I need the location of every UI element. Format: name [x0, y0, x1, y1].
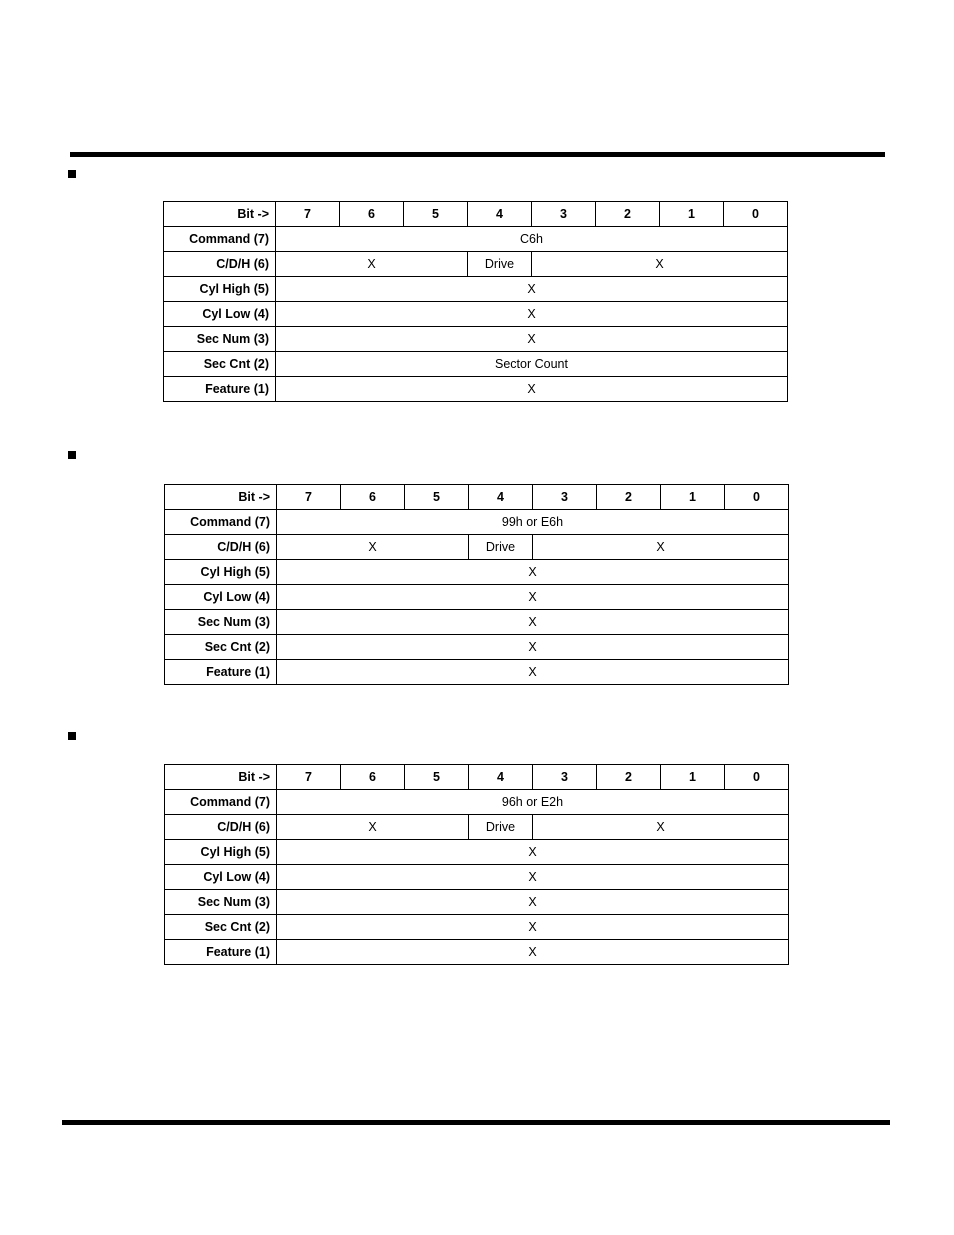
table-row: [164, 327, 788, 352]
cdh-upper-value: X: [277, 535, 469, 560]
cyl-high-value: X: [276, 277, 788, 302]
row-label: Command (7): [165, 790, 277, 815]
bit-0-header: 0: [725, 485, 789, 510]
row-label: C/D/H (6): [165, 535, 277, 560]
row-label: Sec Num (3): [165, 610, 277, 635]
table-row: [164, 227, 788, 252]
table-row: [165, 915, 789, 940]
bit-7-header: 7: [277, 485, 341, 510]
row-label: Cyl Low (4): [164, 302, 276, 327]
table-row: [164, 252, 788, 277]
row-label: Cyl Low (4): [165, 585, 277, 610]
row-label: C/D/H (6): [165, 815, 277, 840]
section-bullet-2: [68, 451, 76, 459]
row-label: Sec Cnt (2): [165, 915, 277, 940]
bit-4-header: 4: [469, 485, 533, 510]
bit-2-header: 2: [596, 202, 660, 227]
table-row: [165, 560, 789, 585]
bit-1-header: 1: [661, 485, 725, 510]
sec-cnt-value: Sector Count: [276, 352, 788, 377]
section-bullet-1: [68, 170, 76, 178]
bit-7-header: 7: [276, 202, 340, 227]
row-label: Sec Cnt (2): [165, 635, 277, 660]
row-label: Cyl High (5): [164, 277, 276, 302]
bit-7-header: 7: [277, 765, 341, 790]
cyl-high-value: X: [277, 560, 789, 585]
bit-6-header: 6: [341, 765, 405, 790]
feature-value: X: [277, 660, 789, 685]
cdh-drive-value: Drive: [468, 252, 532, 277]
cdh-lower-value: X: [533, 535, 789, 560]
table-row: [165, 485, 789, 510]
command-value: 96h or E2h: [277, 790, 789, 815]
bit-2-header: 2: [597, 485, 661, 510]
register-table-1: [163, 201, 788, 402]
cyl-high-value: X: [277, 840, 789, 865]
row-label: C/D/H (6): [164, 252, 276, 277]
top-rule: [70, 152, 885, 157]
table-row: [165, 765, 789, 790]
feature-value: X: [277, 940, 789, 965]
table-row: [164, 352, 788, 377]
table-row: [164, 202, 788, 227]
sec-num-value: X: [277, 610, 789, 635]
table-row: [165, 510, 789, 535]
bit-0-header: 0: [725, 765, 789, 790]
bit-header-label: Bit ->: [165, 485, 277, 510]
bit-5-header: 5: [405, 765, 469, 790]
row-label: Sec Num (3): [164, 327, 276, 352]
table-row: [165, 660, 789, 685]
table-row: [164, 377, 788, 402]
bit-1-header: 1: [661, 765, 725, 790]
bottom-rule: [62, 1120, 890, 1125]
row-label: Cyl Low (4): [165, 865, 277, 890]
bit-3-header: 3: [532, 202, 596, 227]
cyl-low-value: X: [276, 302, 788, 327]
bit-0-header: 0: [724, 202, 788, 227]
bit-6-header: 6: [340, 202, 404, 227]
row-label: Cyl High (5): [165, 560, 277, 585]
table-row: [165, 840, 789, 865]
bit-4-header: 4: [468, 202, 532, 227]
feature-value: X: [276, 377, 788, 402]
row-label: Feature (1): [165, 660, 277, 685]
table-row: [165, 790, 789, 815]
row-label: Cyl High (5): [165, 840, 277, 865]
register-table-2: [164, 484, 789, 685]
bit-5-header: 5: [405, 485, 469, 510]
row-label: Command (7): [165, 510, 277, 535]
table-row: [165, 890, 789, 915]
sec-num-value: X: [277, 890, 789, 915]
register-table-3: [164, 764, 789, 965]
table-row: [165, 585, 789, 610]
bit-6-header: 6: [341, 485, 405, 510]
table-row: [165, 815, 789, 840]
command-value: 99h or E6h: [277, 510, 789, 535]
bit-1-header: 1: [660, 202, 724, 227]
sec-cnt-value: X: [277, 915, 789, 940]
cdh-drive-value: Drive: [469, 535, 533, 560]
cdh-lower-value: X: [532, 252, 788, 277]
cdh-upper-value: X: [276, 252, 468, 277]
sec-cnt-value: X: [277, 635, 789, 660]
row-label: Sec Cnt (2): [164, 352, 276, 377]
cdh-lower-value: X: [533, 815, 789, 840]
command-value: C6h: [276, 227, 788, 252]
row-label: Feature (1): [165, 940, 277, 965]
sec-num-value: X: [276, 327, 788, 352]
cdh-drive-value: Drive: [469, 815, 533, 840]
bit-3-header: 3: [533, 765, 597, 790]
table-row: [164, 302, 788, 327]
cdh-upper-value: X: [277, 815, 469, 840]
bit-2-header: 2: [597, 765, 661, 790]
row-label: Sec Num (3): [165, 890, 277, 915]
table-row: [165, 610, 789, 635]
row-label: Command (7): [164, 227, 276, 252]
table-row: [165, 635, 789, 660]
bit-header-label: Bit ->: [164, 202, 276, 227]
row-label: Feature (1): [164, 377, 276, 402]
bit-header-label: Bit ->: [165, 765, 277, 790]
section-bullet-3: [68, 732, 76, 740]
table-row: [165, 865, 789, 890]
cyl-low-value: X: [277, 865, 789, 890]
table-row: [165, 535, 789, 560]
bit-4-header: 4: [469, 765, 533, 790]
cyl-low-value: X: [277, 585, 789, 610]
table-row: [165, 940, 789, 965]
table-row: [164, 277, 788, 302]
bit-3-header: 3: [533, 485, 597, 510]
bit-5-header: 5: [404, 202, 468, 227]
